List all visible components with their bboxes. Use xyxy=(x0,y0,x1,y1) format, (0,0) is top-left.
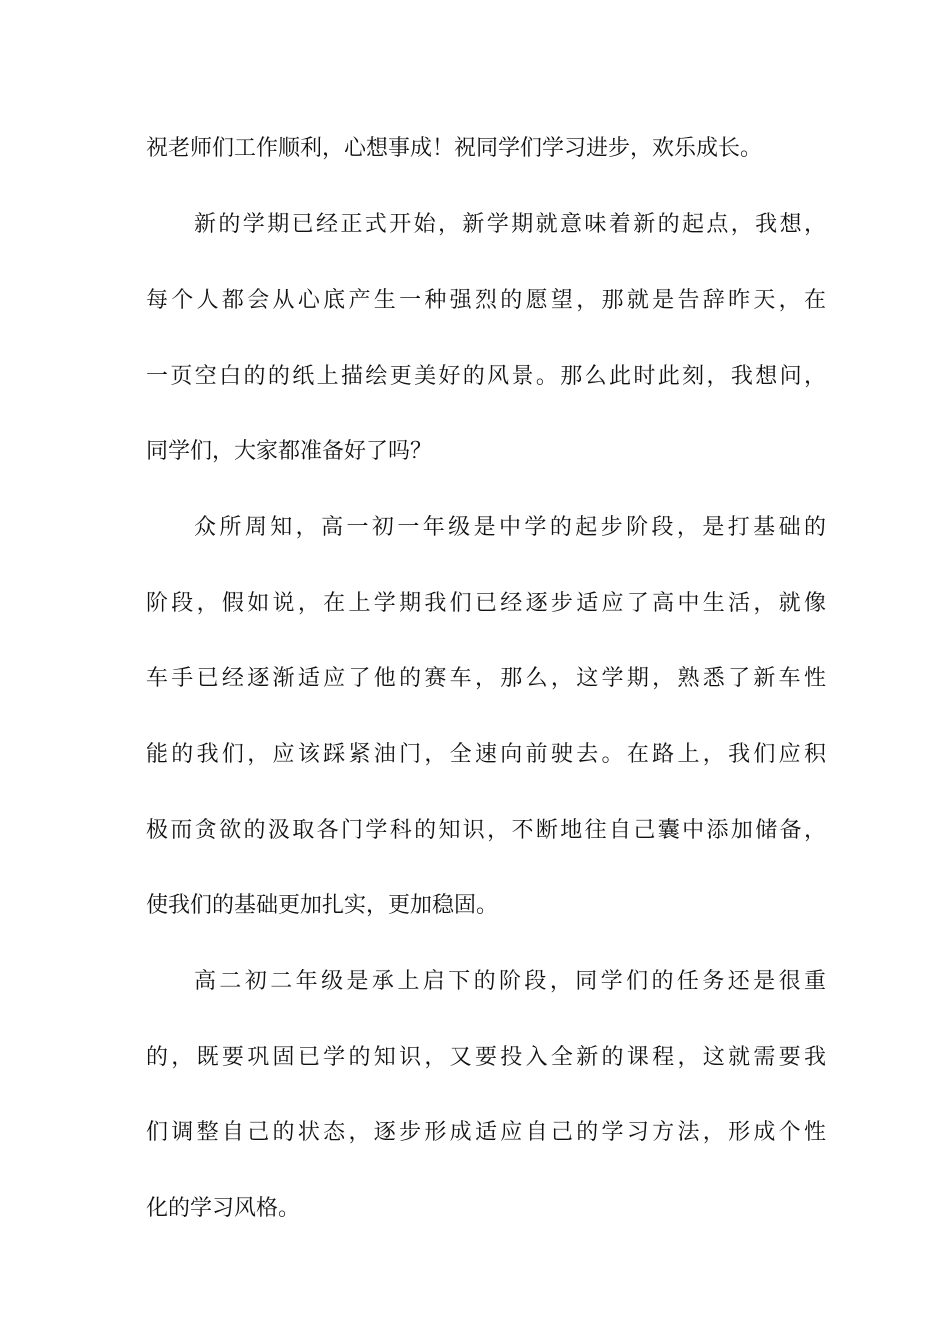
text-line: 的，既要巩固已学的知识，又要投入全新的课程，这就需要我 xyxy=(146,1045,826,1070)
text-line: 车手已经逐渐适应了他的赛车，那么，这学期，熟悉了新车性 xyxy=(146,666,826,691)
text-line: 每个人都会从心底产生一种强烈的愿望，那就是告辞昨天，在 xyxy=(146,288,826,313)
text-line: 化的学习风格。 xyxy=(146,1196,301,1221)
text-line: 高二初二年级是承上启下的阶段，同学们的任务还是很重 xyxy=(194,969,826,994)
text-line: 一页空白的的纸上描绘更美好的风景。那么此时此刻，我想问， xyxy=(146,364,826,389)
text-line: 使我们的基础更加扎实，更加稳固。 xyxy=(146,893,499,918)
text-line: 新的学期已经正式开始，新学期就意味着新的起点，我想， xyxy=(194,212,826,237)
text-line: 祝老师们工作顺利，心想事成！祝同学们学习进步，欢乐成长。 xyxy=(146,136,763,161)
text-line: 能的我们，应该踩紧油门，全速向前驶去。在路上，我们应积 xyxy=(146,742,826,767)
text-line: 众所周知，高一初一年级是中学的起步阶段，是打基础的 xyxy=(194,515,826,540)
text-line: 们调整自己的状态，逐步形成适应自己的学习方法，形成个性 xyxy=(146,1120,826,1145)
text-line: 极而贪欲的汲取各门学科的知识，不断地往自己囊中添加储备， xyxy=(146,818,826,843)
text-line: 阶段，假如说，在上学期我们已经逐步适应了高中生活，就像 xyxy=(146,591,826,616)
text-line: 同学们，大家都准备好了吗？ xyxy=(146,439,433,464)
